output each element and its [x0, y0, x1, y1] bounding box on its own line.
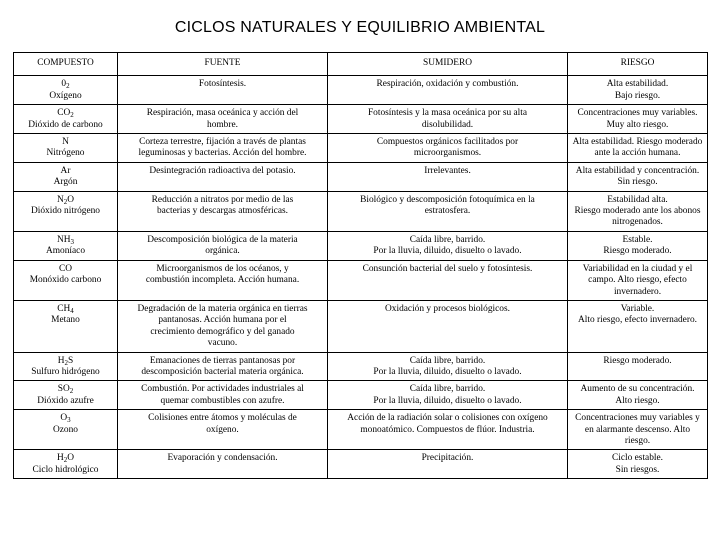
risk-line: Estable.	[622, 234, 653, 245]
compound-cell	[14, 191, 118, 231]
risk-cell	[568, 191, 708, 231]
compound-formula	[18, 137, 113, 148]
risk-cell	[568, 450, 708, 479]
source-line: Degradación de la materia orgánica en tierras	[137, 303, 308, 314]
compound-name: Nitrógeno	[46, 148, 85, 159]
risk-line: Alto riesgo, efecto invernadero.	[578, 315, 697, 326]
sink-line: Por la lluvia, diluido, disuelto o lavado.	[373, 395, 522, 406]
sink-line: Caída libre, barrido.	[409, 355, 486, 366]
header-fuente: FUENTE	[118, 53, 328, 76]
sink-line: microorganismos.	[413, 148, 482, 159]
header-compuesto: COMPUESTO	[14, 53, 118, 76]
table-row	[14, 260, 708, 300]
formula-subscript: 2	[69, 387, 74, 396]
compound-formula	[18, 384, 113, 395]
formula-tail: S	[68, 355, 74, 366]
risk-line: invernadero.	[613, 286, 662, 297]
risk-cell	[568, 410, 708, 450]
sink-line: monoatómico. Compuestos de flúor. Industria.	[360, 424, 535, 435]
risk-line: Alto riesgo.	[615, 395, 660, 406]
source-cell	[118, 410, 328, 450]
formula-subscript: 3	[67, 416, 71, 425]
header-riesgo: RIESGO	[568, 53, 708, 76]
formula-base: SO	[57, 384, 70, 395]
table-row	[14, 352, 708, 381]
sink-cell	[328, 260, 568, 300]
compound-formula	[18, 79, 113, 90]
sink-cell	[328, 76, 568, 105]
formula-subscript: 2	[70, 111, 74, 120]
risk-line: Ciclo estable.	[611, 453, 664, 464]
source-line: combustión incompleta. Acción humana.	[145, 275, 300, 286]
table-row	[14, 191, 708, 231]
risk-line: Concentraciones muy variables.	[577, 108, 698, 119]
sink-cell	[328, 352, 568, 381]
table-row	[14, 76, 708, 105]
risk-line: Sin riesgos.	[615, 464, 660, 475]
sink-line: Fotosíntesis y la masa oceánica por su alta	[367, 108, 528, 119]
compound-name: Amoníaco	[45, 246, 86, 257]
sink-line: Por la lluvia, diluido, disuelto o lavado.	[373, 246, 522, 257]
compound-name: Metano	[51, 315, 80, 326]
sink-cell	[328, 191, 568, 231]
compound-cell	[14, 134, 118, 163]
risk-line: Aumento de su concentración.	[580, 384, 695, 395]
compound-name: Monóxido carbono	[29, 275, 102, 286]
source-line: hombre.	[207, 119, 238, 130]
sink-cell	[328, 450, 568, 479]
risk-line: Estabilidad alta.	[607, 194, 668, 205]
formula-base: H	[56, 453, 64, 464]
formula-tail: O	[67, 453, 75, 464]
risk-cell	[568, 352, 708, 381]
source-line: orgánica.	[205, 246, 240, 257]
source-line: Descomposición biológica de la materia	[147, 234, 298, 245]
sink-cell	[328, 300, 568, 352]
header-row	[14, 53, 708, 76]
risk-line: Concentraciones muy variables y	[575, 413, 700, 424]
sink-line: Irrelevantes.	[424, 165, 471, 176]
risk-cell	[568, 162, 708, 191]
risk-cell	[568, 260, 708, 300]
source-line: crecimiento demográfico y del ganado	[150, 326, 295, 337]
risk-line: Riesgo moderado ante los abonos	[574, 206, 701, 217]
source-cell	[118, 105, 328, 134]
source-line: pantanosas. Acción humana por el	[158, 315, 287, 326]
compound-formula	[18, 166, 113, 177]
sink-line: Consunción bacterial del suelo y fotosíntesis.	[362, 263, 533, 274]
sink-line: Oxidación y procesos biológicos.	[385, 303, 510, 314]
formula-base: 0	[61, 79, 67, 90]
compound-cell	[14, 352, 118, 381]
risk-line: ante la acción humana.	[594, 148, 681, 159]
compound-name: Oxígeno	[49, 90, 82, 101]
formula-base: H	[57, 355, 65, 366]
risk-cell	[568, 76, 708, 105]
table-row	[14, 410, 708, 450]
formula-subscript: 4	[70, 306, 74, 315]
risk-cell	[568, 105, 708, 134]
compound-formula	[18, 453, 113, 464]
formula-tail: O	[67, 194, 75, 205]
risk-cell	[568, 381, 708, 410]
risk-line: campo. Alto riesgo, efecto	[588, 275, 687, 286]
source-cell	[118, 231, 328, 260]
compound-name: Sulfuro hidrógeno	[31, 366, 100, 377]
source-line: leguminosas y bacterias. Acción del hombre.	[138, 148, 307, 159]
source-cell	[118, 162, 328, 191]
source-line: bacterias y descargas atmosféricas.	[156, 206, 289, 217]
source-line: Evaporación y condensación.	[167, 453, 278, 464]
table-row	[14, 381, 708, 410]
table-row	[14, 162, 708, 191]
risk-line: Variabilidad en la ciudad y el	[582, 263, 693, 274]
sink-line: Acción de la radiación solar o colisiones con oxígeno	[347, 413, 548, 424]
compound-cell	[14, 105, 118, 134]
risk-line: Riesgo moderado.	[603, 246, 672, 257]
source-line: quemar combustibles con azufre.	[160, 395, 285, 406]
formula-base: CH	[57, 303, 71, 314]
compound-formula	[18, 304, 113, 315]
compound-name: Dióxido azufre	[37, 395, 94, 406]
compound-formula	[18, 108, 113, 119]
compound-cell	[14, 260, 118, 300]
source-cell	[118, 381, 328, 410]
formula-base: N	[56, 194, 64, 205]
sink-cell	[328, 105, 568, 134]
sink-line: Precipitación.	[421, 453, 474, 464]
sink-cell	[328, 381, 568, 410]
risk-line: Muy alto riesgo.	[606, 119, 669, 130]
formula-base: NH	[56, 234, 71, 245]
risk-line: nitrogenados.	[612, 217, 663, 228]
formula-base: CO	[58, 263, 73, 274]
risk-line: Alta estabilidad y concentración.	[575, 165, 700, 176]
sink-line: Caída libre, barrido.	[409, 234, 486, 245]
compound-cell	[14, 231, 118, 260]
source-line: Microorganismos de los océanos, y	[156, 263, 289, 274]
sink-line: Caída libre, barrido.	[409, 384, 486, 395]
compound-name: Dióxido de carbono	[28, 119, 103, 130]
compound-name: Ciclo hidrológico	[32, 464, 99, 475]
compound-name: Argón	[53, 177, 78, 188]
source-line: Combustión. Por actividades industriales al	[141, 384, 304, 395]
risk-line: Variable.	[620, 303, 655, 314]
compound-formula	[18, 235, 113, 246]
formula-subscript: 2	[63, 197, 68, 206]
formula-base: O	[60, 413, 68, 424]
formula-base: Ar	[60, 165, 71, 176]
compound-formula	[18, 264, 113, 275]
risk-line: en alarmante descenso. Alto riesgo.	[584, 424, 691, 446]
source-cell	[118, 260, 328, 300]
compound-cell	[14, 450, 118, 479]
source-line: Corteza terrestre, fijación a través de plantas	[139, 137, 306, 148]
sink-line: estratosfera.	[424, 206, 471, 217]
source-cell	[118, 191, 328, 231]
risk-line: Sin riesgo.	[617, 177, 658, 188]
sink-cell	[328, 162, 568, 191]
compound-name: Ozono	[53, 424, 78, 435]
source-cell	[118, 76, 328, 105]
sink-line: Compuestos orgánicos facilitados por	[376, 137, 519, 148]
risk-cell	[568, 134, 708, 163]
table-row	[14, 231, 708, 260]
risk-line: Alta estabilidad.	[606, 79, 669, 90]
source-line: Fotosíntesis.	[198, 79, 247, 90]
source-cell	[118, 352, 328, 381]
formula-subscript: 3	[70, 237, 75, 246]
source-line: Desintegración radioactiva del potasio.	[149, 165, 296, 176]
formula-base: N	[62, 137, 69, 148]
sink-line: Biológico y descomposición fotoquímica en la	[360, 194, 535, 205]
compound-cell	[14, 300, 118, 352]
sink-cell	[328, 231, 568, 260]
header-sumidero: SUMIDERO	[328, 53, 568, 76]
sink-cell	[328, 134, 568, 163]
compound-cell	[14, 381, 118, 410]
source-line: Emanaciones de tierras pantanosas por	[149, 355, 296, 366]
table-row	[14, 450, 708, 479]
risk-cell	[568, 300, 708, 352]
compound-cell	[14, 76, 118, 105]
source-line: oxígeno.	[206, 424, 239, 435]
source-cell	[118, 300, 328, 352]
sink-line: Respiración, oxidación y combustión.	[376, 79, 519, 90]
formula-subscript: 2	[63, 456, 68, 465]
table-row	[14, 134, 708, 163]
compound-name: Dióxido nitrógeno	[30, 206, 100, 217]
source-cell	[118, 450, 328, 479]
source-line: descomposición bacterial materia orgánica.	[141, 366, 304, 377]
compound-formula	[18, 195, 113, 206]
risk-line: Riesgo moderado.	[603, 355, 672, 366]
source-cell	[118, 134, 328, 163]
sink-line: disolubilidad.	[421, 119, 474, 130]
table-row	[14, 300, 708, 352]
cycles-table	[13, 52, 708, 479]
page-title: CICLOS NATURALES Y EQUILIBRIO AMBIENTAL	[174, 19, 546, 36]
source-line: Colisiones entre átomos y moléculas de	[148, 413, 297, 424]
source-line: vacuno.	[207, 338, 238, 349]
risk-line: Alta estabilidad. Riesgo moderado	[572, 137, 703, 148]
formula-subscript: 2	[66, 82, 70, 91]
compound-formula	[18, 356, 113, 367]
sink-cell	[328, 410, 568, 450]
risk-line: Bajo riesgo.	[614, 90, 661, 101]
table-row	[14, 105, 708, 134]
compound-cell	[14, 410, 118, 450]
compound-formula	[18, 413, 113, 424]
risk-cell	[568, 231, 708, 260]
formula-subscript: 2	[64, 358, 69, 367]
sink-line: Por la lluvia, diluido, disuelto o lavado.	[373, 366, 522, 377]
formula-base: CO	[57, 108, 71, 119]
source-line: Respiración, masa oceánica y acción del	[146, 108, 299, 119]
source-line: Reducción a nitratos por medio de las	[151, 194, 294, 205]
table-body	[14, 76, 708, 479]
compound-cell	[14, 162, 118, 191]
